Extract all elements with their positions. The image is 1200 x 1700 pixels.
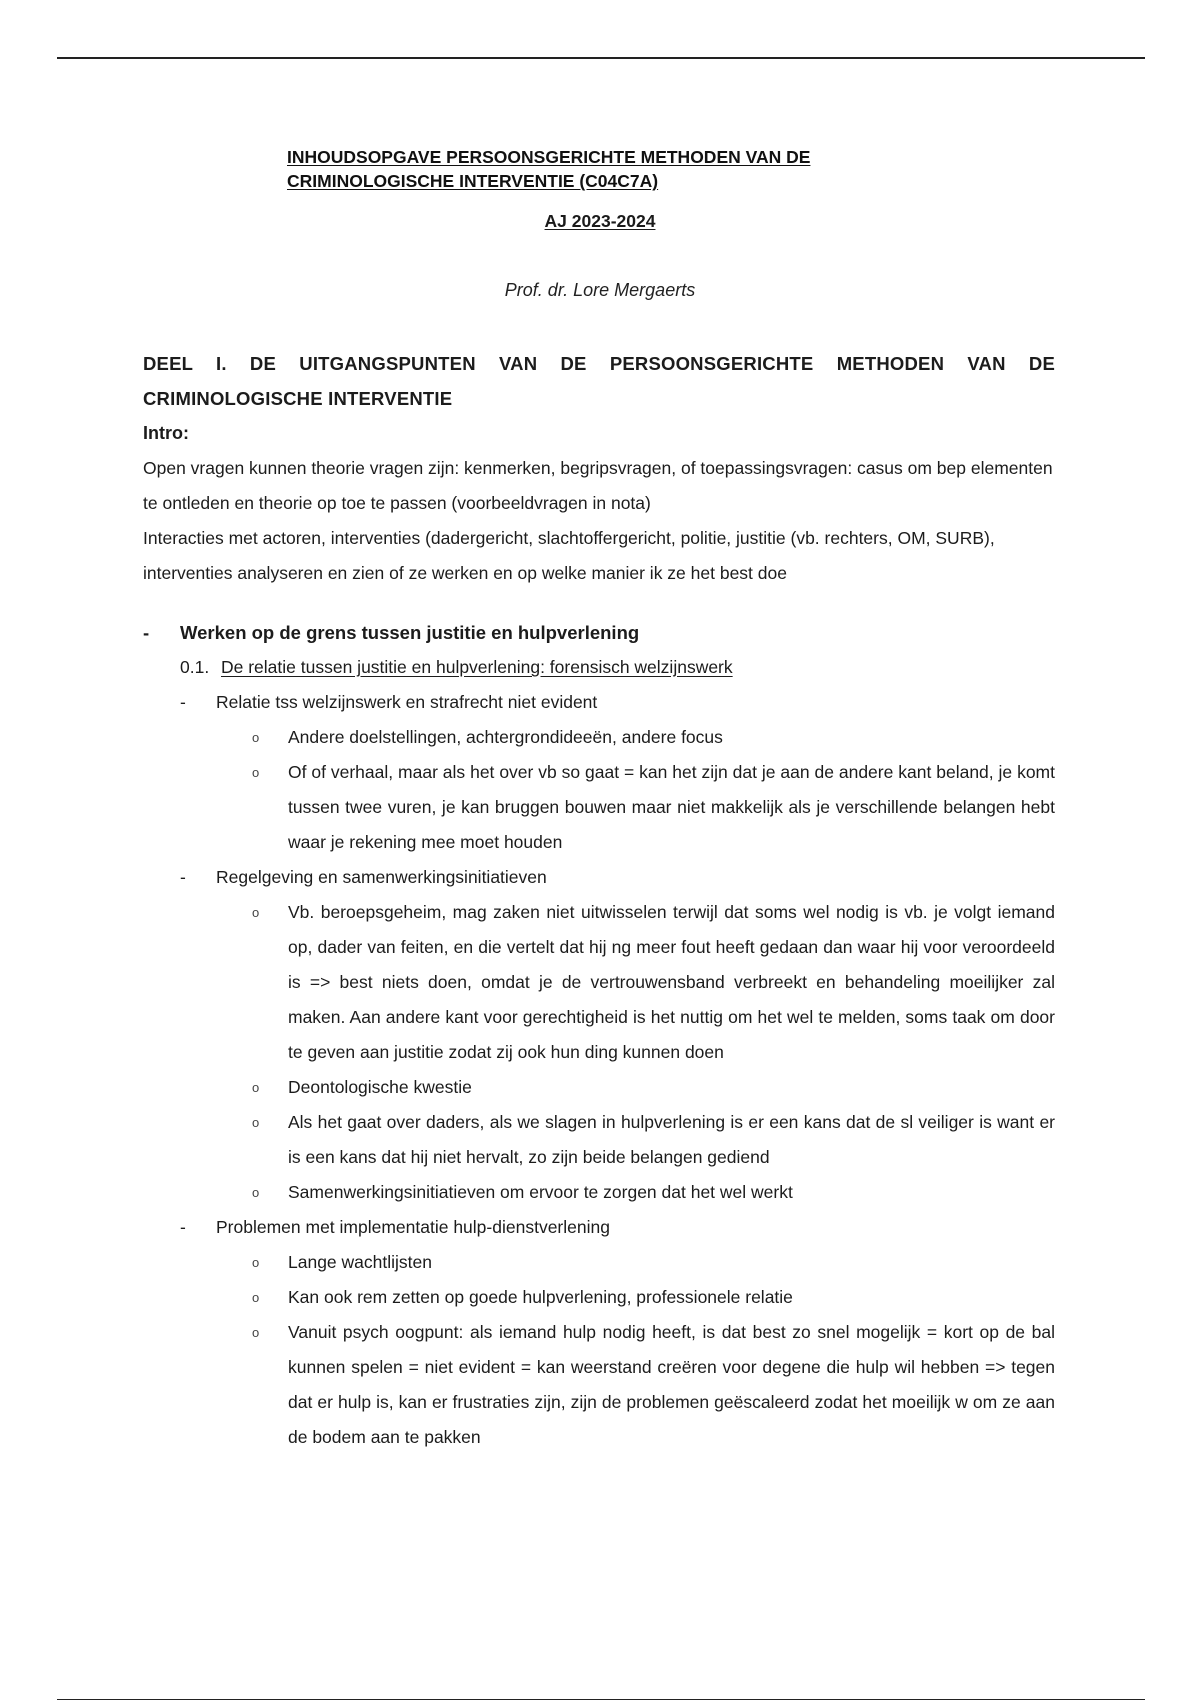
list-item: [143, 1105, 1055, 1175]
subpoint-text: Andere doelstellingen, achtergrondideeën, andere focus: [288, 727, 723, 747]
list-item: [143, 1210, 1055, 1245]
subpoint-text: Deontologische kwestie: [288, 1077, 472, 1097]
document-body: [143, 346, 1055, 1455]
bullet-marker: o: [252, 1080, 260, 1095]
bullet-marker: o: [252, 730, 260, 745]
section-title: De relatie tussen justitie en hulpverlening: forensisch welzijnswerk: [221, 657, 733, 677]
dash-marker: -: [180, 867, 186, 887]
top-rule: [57, 57, 1145, 59]
topic-title: Werken op de grens tussen justitie en hulpverlening: [180, 622, 640, 643]
bullet-marker: o: [252, 1185, 260, 1200]
dash-marker: -: [143, 622, 150, 643]
list-item: [143, 755, 1055, 860]
title-line-1: INHOUDSOPGAVE PERSOONSGERICHTE METHODEN VAN DE: [287, 147, 811, 167]
section-number: 0.1.: [180, 657, 210, 677]
intro-paragraph: Interacties met actoren, interventies (dadergericht, slachtoffergericht, politie, justitie (vb. rechters, OM, SURB), interventies analyseren en zien of ze werken en op welke manier ik ze het best doe: [143, 528, 995, 583]
intro-label: Intro:: [143, 423, 189, 443]
list-item: [143, 860, 1055, 895]
subpoint-text: Kan ook rem zetten op goede hulpverlening, professionele relatie: [288, 1287, 793, 1307]
dash-marker: -: [180, 1217, 186, 1237]
list-item: [143, 1280, 1055, 1315]
list-item: [143, 1070, 1055, 1105]
subpoint-text: Samenwerkingsinitiatieven om ervoor te zorgen dat het wel werkt: [288, 1182, 793, 1202]
list-item: [143, 720, 1055, 755]
academic-year: AJ 2023-2024: [544, 211, 656, 231]
list-item: [143, 1245, 1055, 1280]
bullet-marker: o: [252, 905, 260, 920]
dash-marker: -: [180, 692, 186, 712]
list-item: [143, 1315, 1055, 1455]
subpoint-text: Als het gaat over daders, als we slagen in hulpverlening is er een kans dat de sl veiliger is want er is een kans dat hij niet hervalt, zo zijn beide belangen gediend: [288, 1112, 1055, 1167]
point-text: Relatie tss welzijnswerk en strafrecht niet evident: [216, 692, 598, 712]
topic-heading: [143, 615, 1055, 650]
bullet-marker: o: [252, 1255, 260, 1270]
list-item: [143, 1175, 1055, 1210]
subpoint-text: Lange wachtlijsten: [288, 1252, 432, 1272]
point-text: Regelgeving en samenwerkingsinitiatieven: [216, 867, 547, 887]
document-title: [287, 145, 927, 193]
intro-paragraph: Open vragen kunnen theorie vragen zijn: kenmerken, begripsvragen, of toepassingsvragen: casus om bep elementen te ontleden en theorie op toe te passen (voorbeeldvragen in nota): [143, 458, 1053, 513]
bullet-marker: o: [252, 1325, 260, 1340]
section-heading: [143, 650, 1055, 685]
part-heading: DEEL I. DE UITGANGSPUNTEN VAN DE PERSOONSGERICHTE METHODEN VAN DE CRIMINOLOGISCHE INTERVENTIE: [143, 353, 1055, 409]
list-item: [143, 895, 1055, 1070]
bullet-marker: o: [252, 765, 260, 780]
title-line-2: CRIMINOLOGISCHE INTERVENTIE (C04C7A): [287, 171, 659, 191]
list-item: [143, 685, 1055, 720]
subpoint-text: Vb. beroepsgeheim, mag zaken niet uitwisselen terwijl dat soms wel nodig is vb. je volgt iemand op, dader van feiten, en die vertelt dat hij ng meer fout heeft gedaan dan waar hij voor veroordeeld is => best niets doen, omdat je de vertrouwensband verbreekt en behandeling moeilijker zal maken. Aan andere kant voor gerechtigheid is het nuttig om het wel te melden, soms taak om door te geven aan justitie zodat zij ook hun ding kunnen doen: [288, 902, 1055, 1062]
subpoint-text: Vanuit psych oogpunt: als iemand hulp nodig heeft, is dat best zo snel mogelijk = kort op de bal kunnen spelen = niet evident = kan weerstand creëren voor degene die hulp wil hebben => tegen dat er hulp is, kan er frustraties zijn, zijn de problemen geëscaleerd zodat het moeilijk w om ze aan de bodem aan te pakken: [288, 1322, 1055, 1447]
author: Prof. dr. Lore Mergaerts: [504, 280, 696, 300]
bullet-marker: o: [252, 1290, 260, 1305]
subpoint-text: Of of verhaal, maar als het over vb so gaat = kan het zijn dat je aan de andere kant beland, je komt tussen twee vuren, je kan bruggen bouwen maar niet makkelijk als je verschillende belangen hebt waar je rekening mee moet houden: [288, 762, 1055, 852]
point-text: Problemen met implementatie hulp-dienstverlening: [216, 1217, 610, 1237]
bullet-marker: o: [252, 1115, 260, 1130]
